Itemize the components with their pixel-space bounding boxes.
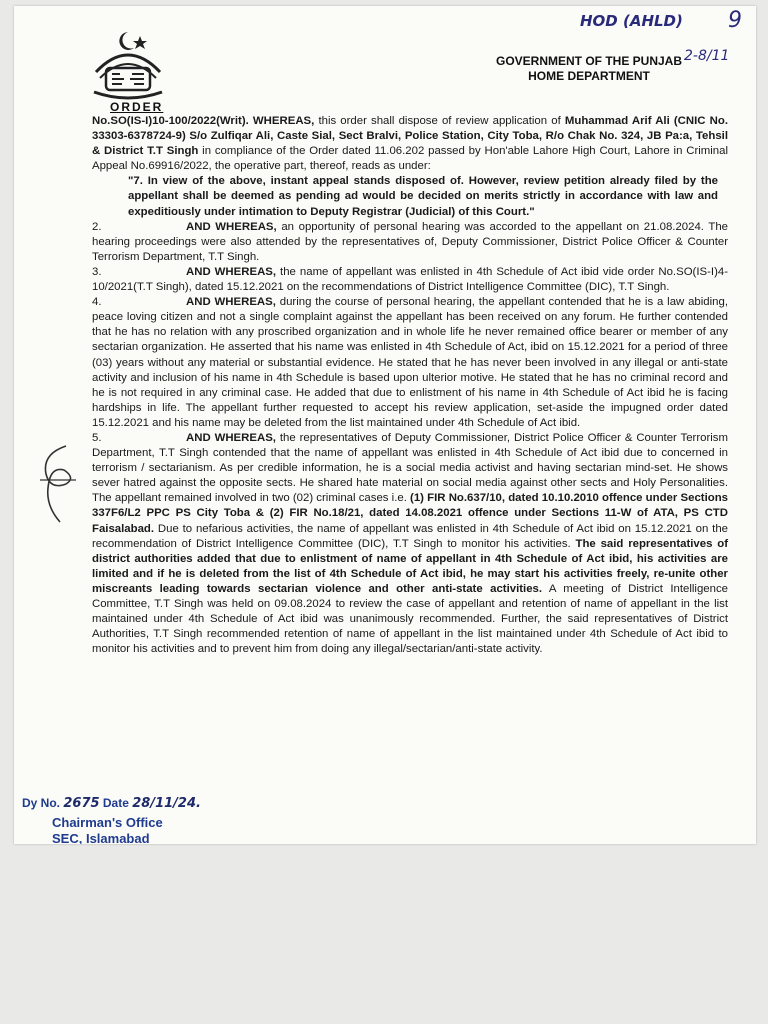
paragraph-1 bbox=[92, 114, 728, 174]
paragraph-5-text-a: the representatives of Deputy Commissioner, District Police Officer & Counter Terrorism Department, T.T Singh contended that the name of appellant was enlisted in 4th Schedule of Act ibid due to concerned in terrorism / sectarianism. As per credible information, he is a social media activist and having sectarian mind-set. He shows sever hatred against the opposite sects. He shared hate material on social media against other sects and Holy Personalities. The appellant remained involved in two (02) criminal cases i.e. bbox=[92, 431, 728, 505]
order-title: ORDER bbox=[110, 100, 164, 114]
handwritten-date: 2-8/11 bbox=[684, 48, 730, 64]
paragraph-number: 4. bbox=[92, 296, 102, 309]
paragraph-lead: AND WHEREAS, bbox=[186, 265, 277, 278]
diary-number: 2675 bbox=[63, 796, 100, 811]
office-line-2: SEC, Islamabad bbox=[52, 831, 150, 844]
paragraph-3 bbox=[92, 265, 728, 295]
paragraph-lead: AND WHEREAS, bbox=[186, 296, 276, 309]
paragraph-3-text: the name of appellant was enlisted in 4th Schedule of Act ibid vide order No.SO(IS-I)4-10/2021(T.T Singh), dated 15.12.2021 on the recommendations of District Intelligence Committee (DIC), T.T Singh. bbox=[92, 265, 728, 294]
paragraph-5-text-b: Due to nefarious activities, the name of appellant was enlisted in 4th Schedule of Act ibid on 15.12.2021 on the recommendation of District Intelligence Committee (DIC), T.T Singh to monitor his activities. bbox=[92, 522, 728, 550]
signature-mark-icon bbox=[36, 444, 82, 524]
paragraph-lead: AND WHEREAS, bbox=[186, 220, 277, 233]
diary-date: 28/11/24. bbox=[132, 796, 201, 811]
receipt-stamp bbox=[22, 796, 201, 844]
gov-line-2: HOME DEPARTMENT bbox=[528, 69, 650, 83]
government-emblem-icon bbox=[84, 28, 172, 102]
paragraph-1-text-a: this order shall dispose of review application of bbox=[314, 115, 565, 127]
paragraph-5 bbox=[92, 431, 728, 657]
paragraph-lead: AND WHEREAS, bbox=[186, 431, 276, 444]
paragraph-4 bbox=[92, 295, 728, 431]
office-name bbox=[52, 815, 201, 844]
government-heading bbox=[474, 54, 704, 84]
office-line-1: Chairman's Office bbox=[52, 815, 163, 830]
paragraph-number: 3. bbox=[92, 265, 102, 278]
paragraph-1-text-b: in compliance of the Order dated 11.06.202 passed by Hon'able Lahore High Court, Lahore in Criminal Appeal No.69916/2022, the operative part, thereof, reads as under: bbox=[92, 145, 728, 173]
diary-line bbox=[22, 796, 201, 811]
applicant-details: Muhammad Arif Ali (CNIC No. 33303-6378724-9) S/o Zulfiqar Ali, Caste Sial, Sect Bralvi, Police Station, City Toba, R/o Chak No. 324, JB Pa:a, Tehsil & District T.T Singh bbox=[92, 115, 728, 158]
document-page bbox=[14, 6, 756, 844]
paragraph-5-text-c: A meeting of District Intelligence Committee, T.T Singh was held on 09.08.2024 to review the case of appellant and retention of name of appellant in the list maintained under 4th Schedule of Act ibid was unanimously recommended. Further, the said representatives of District Authorities, T.T Singh recommended retention of name of appellant in the list maintained under 4th Schedule of Act ibid to monitor his activities and to prevent him from doing any illegal/sectarian/anti-state activity. bbox=[92, 582, 728, 656]
authorities-statement: The said representatives of district authorities added that due to enlistment of name of appellant in 4th Schedule of Act ibid, his activities are limited and if he is deleted from the list of 4th Schedule of Act ibid, he may start his activities freely, re-unite other miscreants leading towards sectarian violence and other anti-state activities. bbox=[92, 537, 728, 595]
whereas-lead: WHEREAS, bbox=[252, 115, 315, 127]
criminal-cases: (1) FIR No.637/10, dated 10.10.2010 offence under Sections 337F6/L2 PPC PS City Toba & (2) FIR No.18/21, dated 14.08.2021 offence under Sections 11-W of ATA, PS CTD Faisalabad. bbox=[92, 492, 728, 535]
order-body bbox=[92, 114, 728, 657]
paragraph-number: 5. bbox=[92, 431, 102, 444]
handwritten-hod-note: HOD (AHLD) bbox=[580, 12, 683, 30]
gov-line-1: GOVERNMENT OF THE PUNJAB bbox=[495, 54, 682, 68]
paragraph-2-text: an opportunity of personal hearing was accorded to the appellant on 21.08.2024. The hearing proceedings were also attended by the representatives of, Deputy Commissioner, District Police Officer & Counter Terrorism Department, T.T Singh. bbox=[92, 220, 729, 263]
court-order-quote: "7. In view of the above, instant appeal stands disposed of. However, review petition already filed by the appellant shall be deemed as pending ad would be decided on merits strictly in accordance with law and expeditiously under intimation to Deputy Registrar (Judicial) of this Court." bbox=[128, 175, 718, 218]
handwritten-page-number: 9 bbox=[728, 8, 742, 33]
date-label: Date bbox=[102, 796, 129, 810]
paragraph-2 bbox=[92, 220, 728, 265]
paragraph-4-text: during the course of personal hearing, the appellant contended that he is a law abiding, peace loving citizen and not a single complaint against the appellant has been received on any forum. He further contended that he has no relation with any proscribed organization and in whole life he never remained office bearer or member of any sectarian organization. He asserted that his name was enlisted in 4th Schedule of Act, ibid on 15.12.2021 for a period of three (03) years without any material or substantial evidence. He stated that he has never been involved in any illegal or anti-state activity and inclusion of his name in 4th Schedule is based upon ulterior motive. He stated that he has no criminal record and he is not required in any criminal case. He added that due to enlistment of his name in 4th Schedule of Act ibid he is facing hardships in life. The appellant further requested to accept his review application, set-aside the impugned order dated 15.12.2021 and his name may be deleted from the list maintained under 4th Schedule of Act ibid. bbox=[92, 296, 728, 429]
diary-label: Dy No. bbox=[22, 796, 61, 810]
paragraph-number: 2. bbox=[92, 220, 102, 233]
order-reference: No.SO(IS-I)10-100/2022(Writ). bbox=[92, 115, 249, 127]
